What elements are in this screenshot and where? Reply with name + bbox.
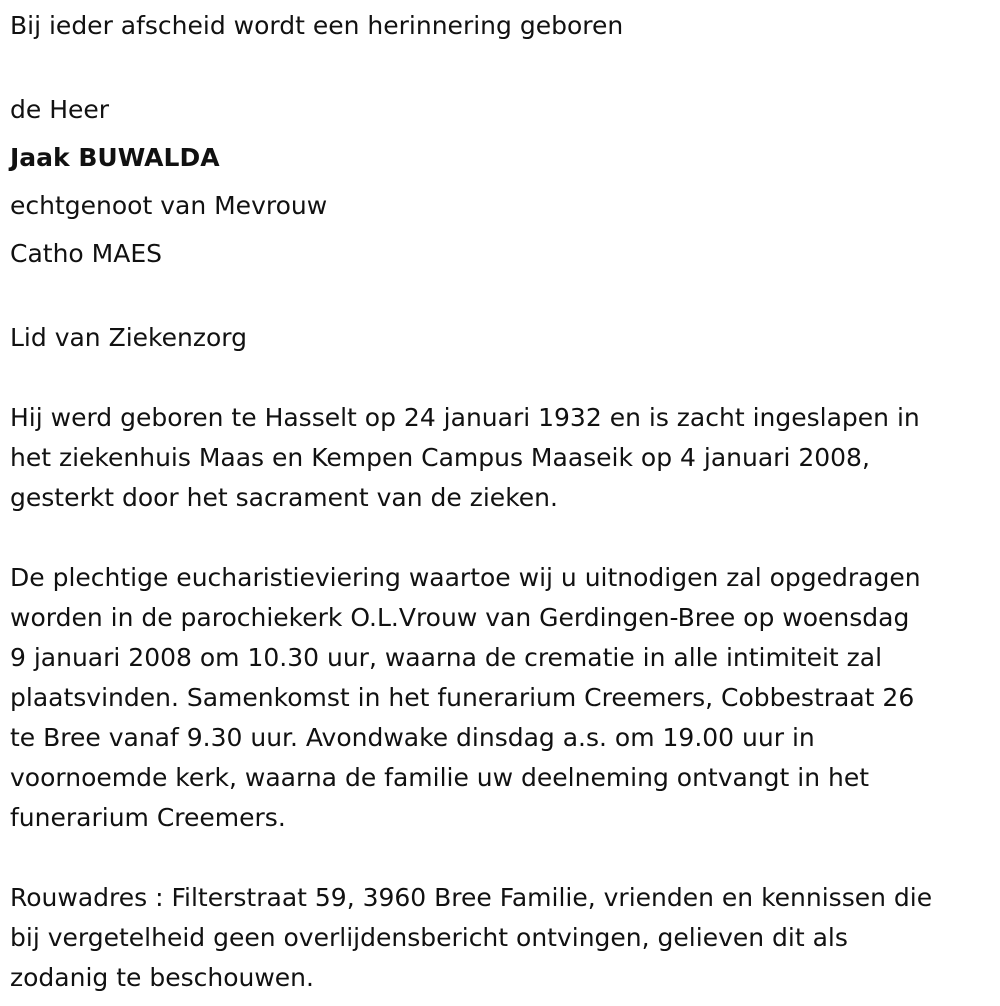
spacer: [10, 518, 1000, 558]
paragraph-line: zodanig te beschouwen.: [10, 963, 314, 992]
deceased-name: Jaak BUWALDA: [10, 143, 220, 172]
paragraph-line: bij vergetelheid geen overlijdensbericht ontvingen, gelieven dit als: [10, 923, 848, 952]
paragraph-line: plaatsvinden. Samenkomst in het funerarium Creemers, Cobbestraat 26: [10, 683, 915, 712]
paragraph-line: Hij werd geboren te Hasselt op 24 januari 1932 en is zacht ingeslapen in: [10, 403, 920, 432]
spacer: [10, 358, 1000, 398]
spouse-name: Catho MAES: [10, 239, 163, 268]
membership: Lid van Ziekenzorg: [10, 323, 247, 352]
paragraph-line: te Bree vanaf 9.30 uur. Avondwake dinsdag a.s. om 19.00 uur in: [10, 723, 815, 752]
paragraph-line: het ziekenhuis Maas en Kempen Campus Maaseik op 4 januari 2008,: [10, 443, 870, 472]
motto: Bij ieder afscheid wordt een herinnering geboren: [10, 11, 624, 40]
paragraph-line: worden in de parochiekerk O.L.Vrouw van Gerdingen-Bree op woensdag: [10, 603, 910, 632]
spacer: [10, 838, 1000, 878]
spacer: [10, 46, 1000, 86]
address-paragraph: [10, 878, 1000, 998]
spacer: [10, 278, 1000, 318]
paragraph-line: gesterkt door het sacrament van de zieken.: [10, 483, 558, 512]
paragraph-line: 9 januari 2008 om 10.30 uur, waarna de crematie in alle intimiteit zal: [10, 643, 883, 672]
relation: echtgenoot van Mevrouw: [10, 191, 328, 220]
paragraph-line: funerarium Creemers.: [10, 803, 286, 832]
paragraph-line: De plechtige eucharistieviering waartoe wij u uitnodigen zal opgedragen: [10, 563, 921, 592]
birth-paragraph: [10, 398, 1000, 518]
paragraph-line: Rouwadres : Filterstraat 59, 3960 Bree Familie, vrienden en kennissen die: [10, 883, 933, 912]
ceremony-paragraph: [10, 558, 1000, 838]
paragraph-line: voornoemde kerk, waarna de familie uw deelneming ontvangt in het: [10, 763, 870, 792]
honorific: de Heer: [10, 95, 110, 124]
